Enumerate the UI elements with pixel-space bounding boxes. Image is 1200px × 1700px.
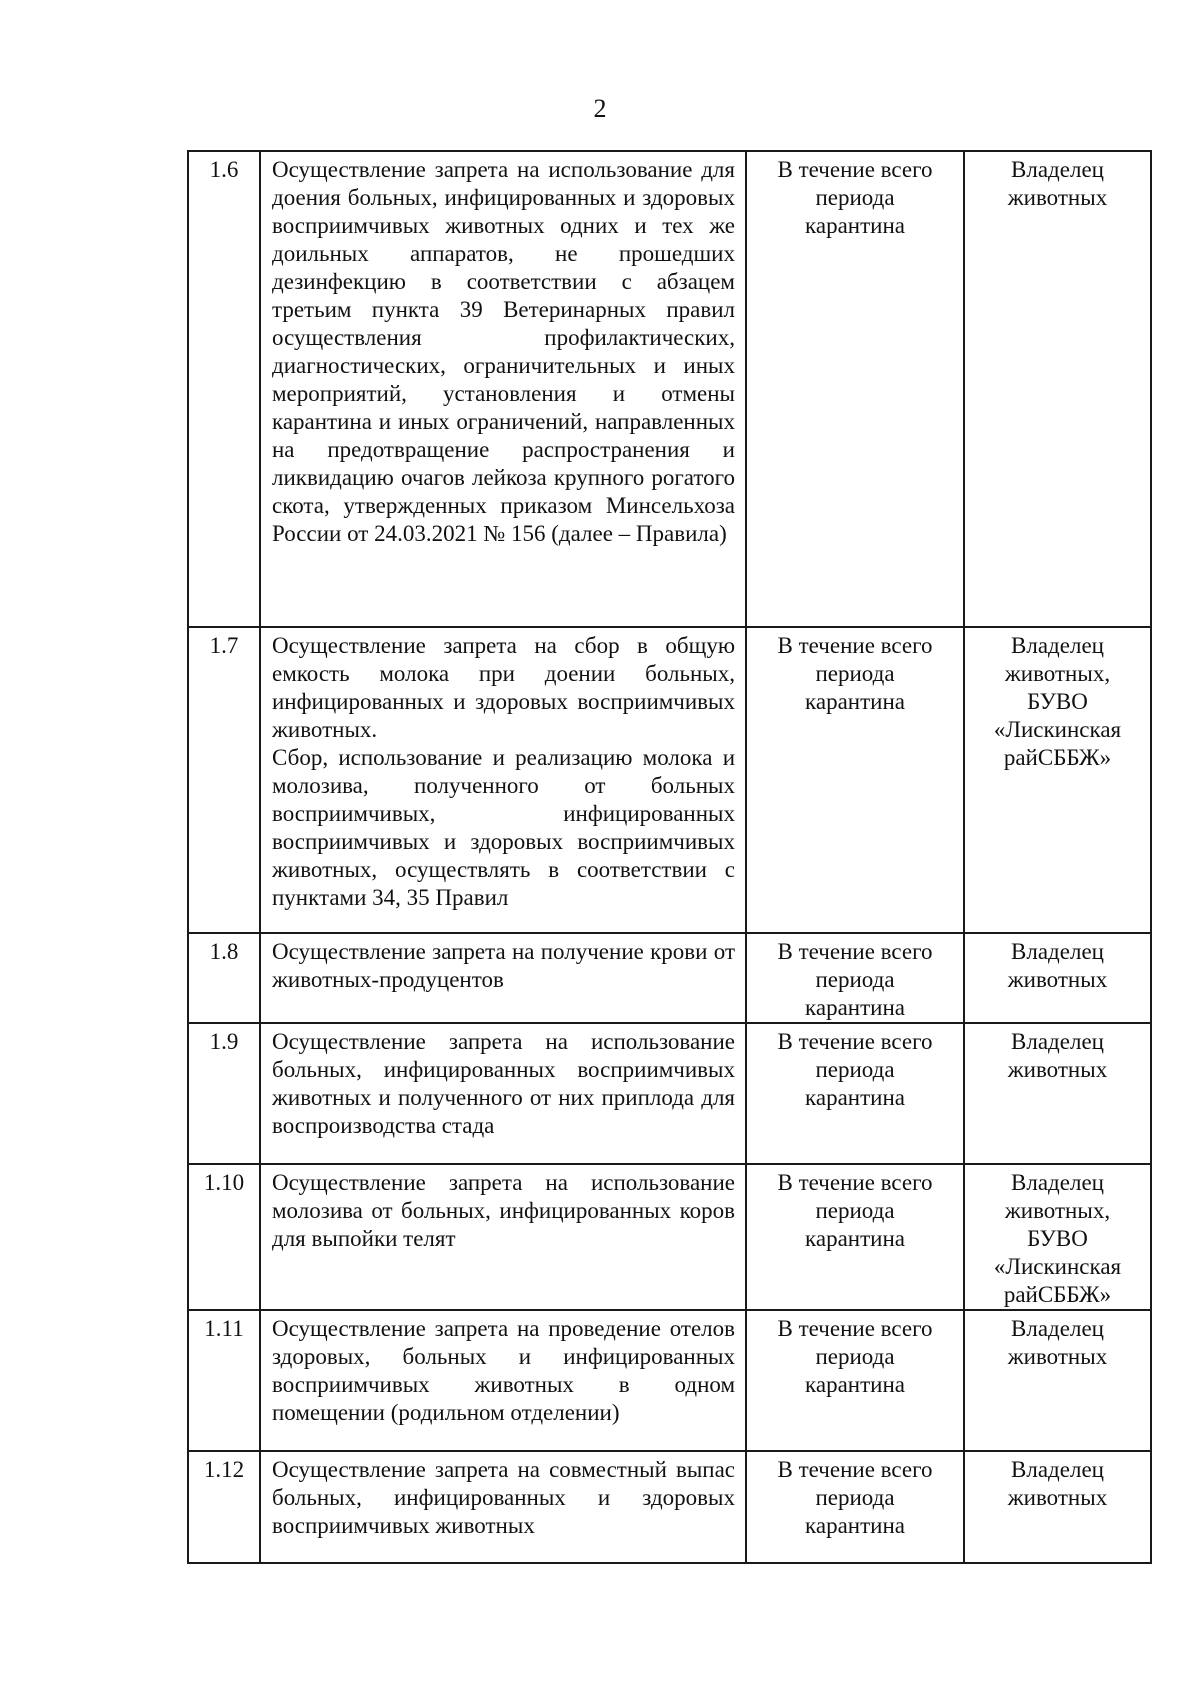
term-line: В течение всего — [777, 1029, 933, 1054]
responsible-line: животных — [1007, 185, 1108, 210]
term-line: карантина — [805, 1085, 905, 1110]
measure-responsible — [964, 627, 1151, 933]
responsible-line: Владелец — [1011, 1457, 1104, 1482]
measure-term — [746, 1164, 964, 1310]
measure-description — [260, 1164, 746, 1310]
row-number: 1.10 — [188, 1164, 260, 1310]
row-number: 1.11 — [188, 1310, 260, 1451]
measure-text: Осуществление запрета на сбор в общую емкость молока при доении больных, инфицированных и здоровых восприимчивых животных. — [272, 633, 735, 742]
page-number: 2 — [593, 94, 607, 123]
row-number: 1.12 — [188, 1451, 260, 1563]
term-line: В течение всего — [777, 157, 933, 182]
table-row — [188, 1164, 1151, 1310]
table-row — [188, 1451, 1151, 1563]
measures-table — [187, 150, 1152, 1564]
measure-term — [746, 1310, 964, 1451]
measure-description — [260, 151, 746, 627]
measure-responsible — [964, 1310, 1151, 1451]
measure-description — [260, 933, 746, 1023]
responsible-line: райСББЖ» — [1003, 1282, 1112, 1307]
responsible-line: Владелец — [1011, 1029, 1104, 1054]
term-line: периода — [815, 1198, 895, 1223]
table-row — [188, 933, 1151, 1023]
term-line: периода — [815, 1344, 895, 1369]
responsible-line: Владелец — [1011, 633, 1104, 658]
term-line: периода — [815, 967, 895, 992]
row-number: 1.9 — [188, 1023, 260, 1164]
responsible-line: животных — [1007, 1485, 1108, 1510]
responsible-line: БУВО — [1027, 1226, 1088, 1251]
measure-text: Осуществление запрета на использование для доения больных, инфицированных и здоровых восприимчивых животных одних и тех же доильных аппаратов, не прошедших дезинфекцию в соответствии с абзацем третьим пункта 39 Ветеринарных правил осуществления профилактических, диагностических, ограничительных и иных мероприятий, установления и отмены карантина и иных ограничений, направленных на предотвращение распространения и ликвидацию очагов лейкоза крупного рогатого скота, утвержденных приказом Минсельхоза России от 24.03.2021 № 156 (далее – Правила) — [272, 157, 735, 546]
responsible-line: «Лискинская — [993, 1254, 1122, 1279]
measure-text: Осуществление запрета на использование больных, инфицированных восприимчивых животных и полученного от них приплода для воспроизводства стада — [272, 1029, 735, 1138]
table-row — [188, 627, 1151, 933]
responsible-line: «Лискинская — [993, 717, 1122, 742]
term-line: В течение всего — [777, 1316, 933, 1341]
responsible-line: животных, — [1004, 1198, 1111, 1223]
responsible-line: БУВО — [1027, 689, 1088, 714]
term-line: карантина — [805, 1372, 905, 1397]
measures-table-body — [188, 151, 1151, 1563]
term-line: периода — [815, 185, 895, 210]
term-line: В течение всего — [777, 633, 933, 658]
measure-responsible — [964, 151, 1151, 627]
measure-term — [746, 1023, 964, 1164]
measure-text: Осуществление запрета на совместный выпас больных, инфицированных и здоровых восприимчивых животных — [272, 1457, 735, 1538]
term-line: карантина — [805, 1513, 905, 1538]
responsible-line: Владелец — [1011, 157, 1104, 182]
term-line: В течение всего — [777, 1457, 933, 1482]
measure-responsible — [964, 1451, 1151, 1563]
term-line: карантина — [805, 213, 905, 238]
responsible-line: животных — [1007, 967, 1108, 992]
term-line: В течение всего — [777, 1170, 933, 1195]
row-number: 1.7 — [188, 627, 260, 933]
measure-description — [260, 627, 746, 933]
row-number: 1.6 — [188, 151, 260, 627]
term-line: В течение всего — [777, 939, 933, 964]
term-line: периода — [815, 661, 895, 686]
measure-term — [746, 933, 964, 1023]
table-row — [188, 1023, 1151, 1164]
responsible-line: животных — [1007, 1344, 1108, 1369]
term-line: периода — [815, 1485, 895, 1510]
responsible-line: Владелец — [1011, 1170, 1104, 1195]
term-line: карантина — [805, 995, 905, 1020]
measure-text: Осуществление запрета на использование молозива от больных, инфицированных коров для выпойки телят — [272, 1170, 735, 1251]
term-line: карантина — [805, 689, 905, 714]
responsible-line: Владелец — [1011, 939, 1104, 964]
measure-responsible — [964, 1023, 1151, 1164]
responsible-line: животных — [1007, 1057, 1108, 1082]
term-line: карантина — [805, 1226, 905, 1251]
measure-text: Сбор, использование и реализацию молока и молозива, полученного от больных восприимчивых, инфицированных восприимчивых и здоровых восприимчивых животных, осуществлять в соответствии с пунктами 34, 35 Правил — [272, 745, 735, 910]
measure-responsible — [964, 1164, 1151, 1310]
responsible-line: райСББЖ» — [1003, 745, 1112, 770]
responsible-line: Владелец — [1011, 1316, 1104, 1341]
measure-term — [746, 627, 964, 933]
table-row — [188, 1310, 1151, 1451]
responsible-line: животных, — [1004, 661, 1111, 686]
term-line: периода — [815, 1057, 895, 1082]
row-number: 1.8 — [188, 933, 260, 1023]
measure-description — [260, 1310, 746, 1451]
table-row — [188, 151, 1151, 627]
measure-text: Осуществление запрета на получение крови от животных-продуцентов — [272, 939, 735, 992]
measure-responsible — [964, 933, 1151, 1023]
measure-description — [260, 1023, 746, 1164]
measure-term — [746, 1451, 964, 1563]
measure-description — [260, 1451, 746, 1563]
measure-text: Осуществление запрета на проведение отелов здоровых, больных и инфицированных восприимчивых животных в одном помещении (родильном отделении) — [272, 1316, 735, 1425]
measure-term — [746, 151, 964, 627]
